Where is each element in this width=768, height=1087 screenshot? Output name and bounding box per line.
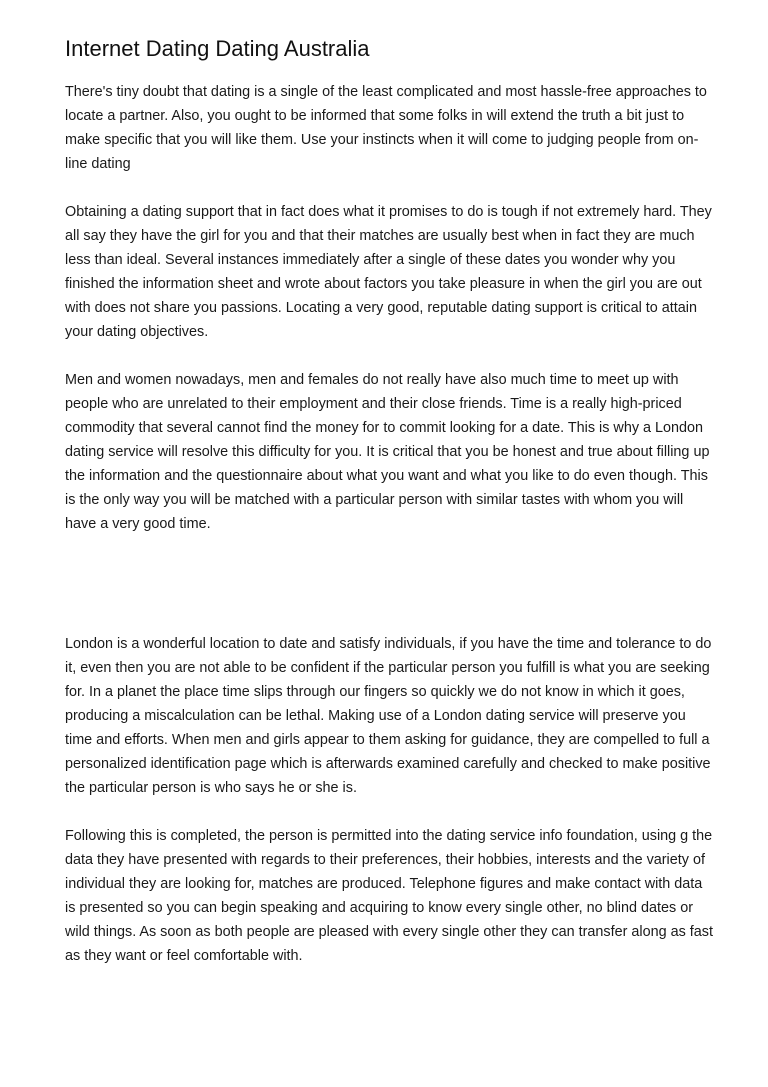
paragraph: There's tiny doubt that dating is a single of the least complicated and most hassle-free approaches to locate a partner. Also, you ought to be informed that some folks in will extend the truth a bit just to make specific that you will like them. Use your instincts when it will come to judging people from on-line dating — [65, 84, 707, 172]
blank-space — [65, 560, 715, 632]
paragraph: London is a wonderful location to date and satisfy individuals, if you have the time and tolerance to do it, even then you are not able to be confident if the particular person you fulfill is what you are seeking for. In a planet the place time slips through our fingers so quickly we do not know in which it goes, producing a miscalculation can be lethal. Making use of a London dating service will preserve you time and efforts. When men and girls appear to them asking for guidance, they are compelled to full a personalized identification page which is afterwards examined carefully and checked to make positive the particular person is who says he or she is. — [65, 636, 712, 796]
page-title: Internet Dating Dating Australia — [65, 36, 370, 61]
paragraph: Following this is completed, the person is permitted into the dating service info foundation, using g the data they have presented with regards to their preferences, their hobbies, interests and the variety of individual they are looking for, matches are produced. Telephone figures and make contact with data is presented so you can begin speaking and acquiring to know every single other, no blind dates or wild things. As soon as both people are pleased with every single other they can transfer along as fast as they want or feel comfortable with. — [65, 828, 713, 964]
paragraph: Obtaining a dating support that in fact does what it promises to do is tough if not extremely hard. They all say they have the girl for you and that their matches are usually best when in fact they are much less than ideal. Several instances immediately after a single of these dates you wonder why you finished the information sheet and wrote about factors you take pleasure in when the girl you are out with does not share you passions. Locating a very good, reputable dating support is critical to attain your dating objectives. — [65, 204, 712, 340]
document-body — [65, 34, 715, 992]
paragraph: Men and women nowadays, men and females do not really have also much time to meet up with people who are unrelated to their employment and their close friends. Time is a really high-priced commodity that several cannot find the money for to commit looking for a date. This is why a London dating service will resolve this difficulty for you. It is critical that you be honest and true about filling up the information and the questionnaire about what you want and what you like to do even though. This is the only way you will be matched with a particular person with similar tastes with whom you will have a very good time. — [65, 372, 710, 532]
